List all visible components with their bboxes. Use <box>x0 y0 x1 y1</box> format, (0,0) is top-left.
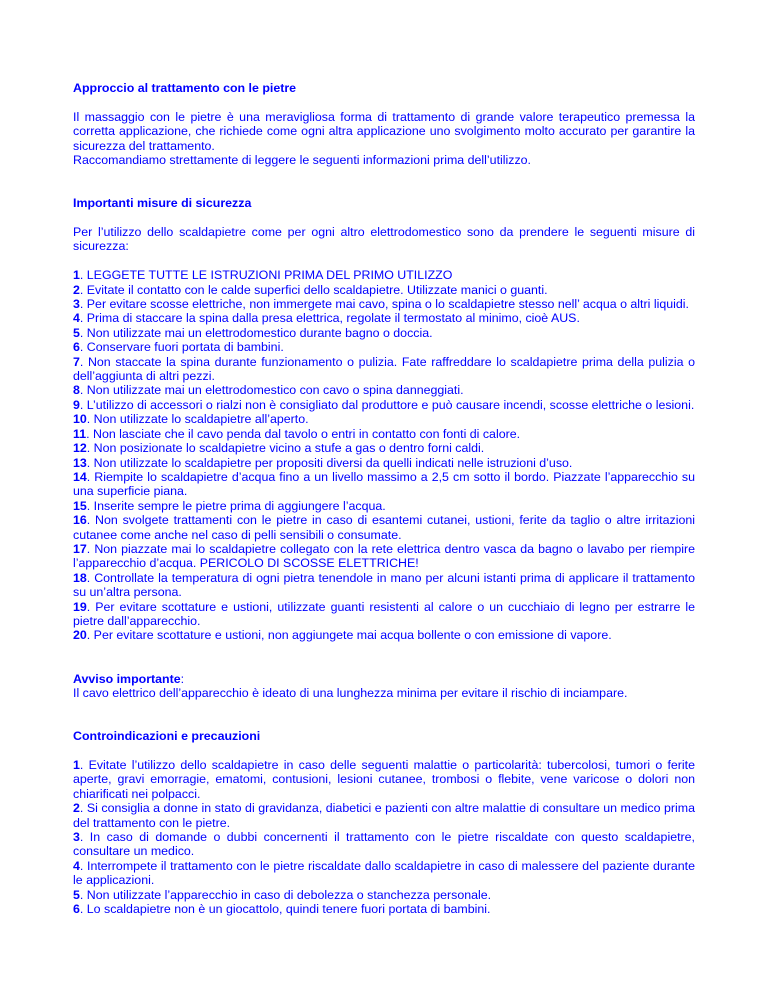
safety-item-text: . LEGGETE TUTTE LE ISTRUZIONI PRIMA DEL PRIMO UTILIZZO <box>79 268 453 283</box>
safety-item-number: 9 <box>73 397 80 412</box>
safety-item-text: . Controllate la temperatura di ogni pietra tenendole in mano per alcuni istanti prima di applicare il trattamento su un’altra persona. <box>73 570 695 600</box>
contraindication-item-number: 1 <box>73 757 80 772</box>
safety-item <box>73 311 695 325</box>
safety-item-text: . Non utilizzate mai un elettrodomestico durante bagno o doccia. <box>79 325 433 340</box>
safety-item-number: 4 <box>73 311 80 326</box>
safety-item-number: 7 <box>73 354 80 369</box>
section-title-approach: Approccio al trattamento con le pietre <box>73 81 297 95</box>
safety-item-text: . Non utilizzate lo scaldapietre all’aperto. <box>86 412 309 427</box>
contraindication-item <box>73 859 695 888</box>
contraindication-item <box>73 758 695 801</box>
safety-item-number: 18 <box>73 570 87 585</box>
approach-paragraph: Il massaggio con le pietre è una meravigliosa forma di trattamento di grande valore terapeutico premessa la corretta applicazione, che richiede come ogni altra applicazione uno svolgimento molto accurato per garantire la sicurezza del trattamento. <box>73 109 695 153</box>
safety-item <box>73 297 695 311</box>
contraindication-item-number: 3 <box>73 830 80 845</box>
safety-item-text: . Per evitare scosse elettriche, non immergete mai cavo, spina o lo scaldapietre stesso nell’ acqua o altri liquidi. <box>79 297 689 312</box>
contraindication-item-text: . Non utilizzate l’apparecchio in caso di debolezza o stanchezza personale. <box>79 887 492 902</box>
safety-item-text: . Non utilizzate mai un elettrodomestico con cavo o spina danneggiati. <box>79 383 464 398</box>
safety-intro: Per l’utilizzo dello scaldapietre come per ogni altro elettrodomestico sono da prendere le seguenti misure di sicurezza: <box>73 225 695 254</box>
safety-item <box>73 268 695 282</box>
contraindication-item <box>73 902 695 916</box>
safety-item <box>73 398 695 412</box>
safety-item-number: 10 <box>73 412 87 427</box>
safety-item <box>73 628 695 642</box>
safety-item <box>73 542 695 571</box>
contraindication-item <box>73 801 695 830</box>
contraindication-item-text: . Interrompete il trattamento con le pietre riscaldate dallo scaldapietre in caso di malessere del paziente durante le applicazioni. <box>73 858 695 888</box>
safety-item <box>73 283 695 297</box>
contraindication-item-text: . Si consiglia a donne in stato di gravidanza, diabetici e pazienti con altre malattie di consultare un medico prima del trattamento con le pietre. <box>73 801 695 830</box>
contraindication-item-text: . In caso di domande o dubbi concernenti il trattamento con le pietre riscaldate con questo scaldapietre, consultare un medico. <box>73 830 695 859</box>
safety-item <box>73 427 695 441</box>
safety-item <box>73 470 695 499</box>
safety-item-number: 5 <box>73 325 80 340</box>
safety-item-text: . Non utilizzate lo scaldapietre per propositi diversi da quelli indicati nelle istruzioni d’uso. <box>86 455 573 470</box>
important-notice <box>73 672 695 686</box>
safety-item-number: 12 <box>73 441 87 456</box>
contraindications-list <box>73 758 695 916</box>
safety-item-text: . Non staccate la spina durante funzionamento o pulizia. Fate raffreddare lo scaldapietre prima della pulizia o dell’aggiunta di altri pezzi. <box>73 354 695 384</box>
contraindication-item-text: . Evitate l’utilizzo dello scaldapietre in caso delle seguenti malattie o particolarità: tubercolosi, tumori o ferite aperte, gravi emorragie, ematomi, contusioni, lesioni cutanee, trombosi o flebite, vene varicose o dolori non chiarificati nei polpacci. <box>73 757 695 801</box>
approach-note: Raccomandiamo strettamente di leggere le seguenti informazioni prima dell’utilizzo. <box>73 153 531 168</box>
contraindication-item-number: 4 <box>73 858 80 873</box>
safety-item <box>73 441 695 455</box>
safety-item-number: 6 <box>73 340 80 355</box>
document-page <box>73 81 695 916</box>
safety-item-text: . Per evitare scottature e ustioni, utilizzate guanti resistenti al calore o un cucchiaio di legno per estrarre le pietre dall’apparecchio. <box>73 599 695 628</box>
safety-item-text: . Riempite lo scaldapietre d’acqua fino a un livello massimo a 2,5 cm sotto il bordo. Piazzate l’apparecchio su una superficie piana. <box>73 469 695 499</box>
safety-item-text: . Conservare fuori portata di bambini. <box>79 340 284 355</box>
safety-item-number: 17 <box>73 541 87 556</box>
safety-item <box>73 412 695 426</box>
contraindication-item-text: . Lo scaldapietre non è un giocattolo, quindi tenere fuori portata di bambini. <box>79 902 491 917</box>
safety-item-number: 16 <box>73 513 87 528</box>
safety-item <box>73 600 695 629</box>
safety-item <box>73 571 695 600</box>
safety-item-number: 11 <box>73 426 87 441</box>
safety-item-text: . Non piazzate mai lo scaldapietre collegato con la rete elettrica dentro vasca da bagno o lavabo per riempire l’apparecchio d’acqua. PERICOLO DI SCOSSE ELETTRICHE! <box>73 541 695 571</box>
safety-item-text: . Non posizionate lo scaldapietre vicino a stufe a gas o dentro forni caldi. <box>86 441 485 456</box>
safety-item-text: . Non lasciate che il cavo penda dal tavolo o entri in contatto con fonti di calore. <box>86 426 521 441</box>
safety-item <box>73 513 695 542</box>
safety-item-text: . Per evitare scottature e ustioni, non aggiungete mai acqua bollente o con emissione di vapore. <box>86 628 612 643</box>
safety-item <box>73 355 695 384</box>
safety-item-number: 8 <box>73 383 80 398</box>
safety-item-text: . Non svolgete trattamenti con le pietre in caso di esantemi cutanei, ustioni, ferite da taglio o altre irritazioni cutanee come anche nel caso di pelli sensibili o consumate. <box>73 513 695 542</box>
safety-item-text: . Evitate il contatto con le calde superfici dello scaldapietre. Utilizzate manici o guanti. <box>79 282 548 297</box>
safety-item-number: 19 <box>73 599 87 614</box>
important-notice-colon: : <box>180 671 185 686</box>
contraindication-item-number: 2 <box>73 801 80 816</box>
safety-item-text: . Prima di staccare la spina dalla presa elettrica, regolate il termostato al minimo, cioè AUS. <box>79 311 580 326</box>
safety-item <box>73 340 695 354</box>
section-title-safety: Importanti misure di sicurezza <box>73 196 252 211</box>
section-title-contraindications: Controindicazioni e precauzioni <box>73 729 261 744</box>
safety-item-number: 3 <box>73 297 80 312</box>
safety-item-number: 20 <box>73 628 87 643</box>
safety-item-number: 2 <box>73 282 80 297</box>
safety-item <box>73 499 695 513</box>
safety-list <box>73 268 695 643</box>
safety-item-number: 13 <box>73 455 87 470</box>
safety-item-number: 14 <box>73 469 87 484</box>
safety-item <box>73 456 695 470</box>
safety-item-text: . Inserite sempre le pietre prima di aggiungere l’acqua. <box>86 498 386 513</box>
safety-item-text: . L’utilizzo di accessori o rialzi non è consigliato dal produttore e può causare incendi, scosse elettriche o lesioni. <box>79 397 695 412</box>
important-notice-title: Avviso importante <box>73 671 181 686</box>
safety-item <box>73 383 695 397</box>
safety-item-number: 1 <box>73 268 80 283</box>
contraindication-item <box>73 830 695 859</box>
safety-item-number: 15 <box>73 498 87 513</box>
safety-item <box>73 326 695 340</box>
contraindication-item <box>73 888 695 902</box>
important-notice-text: Il cavo elettrico dell’apparecchio è ideato di una lunghezza minima per evitare il rischio di inciampare. <box>73 685 628 700</box>
contraindication-item-number: 5 <box>73 887 80 902</box>
contraindication-item-number: 6 <box>73 902 80 917</box>
